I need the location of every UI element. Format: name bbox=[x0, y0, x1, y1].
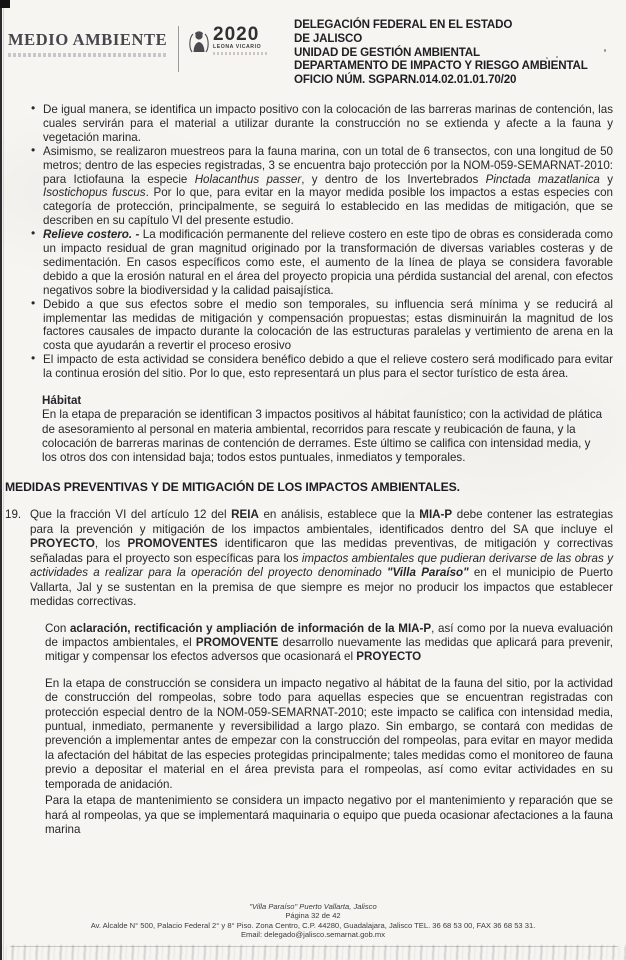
bullet-list bbox=[30, 103, 613, 381]
page-footer bbox=[0, 902, 626, 940]
footer-address-line: Av. Alcalde N° 500, Palacio Federal 2° y 8° Piso. Zona Centro, C.P. 44280, Guadalajara, Jalisco TEL. 36 68 53 00, FAX 36 68 53 31. bbox=[90, 920, 536, 930]
footer-page-number: Página 32 de 42 bbox=[285, 911, 341, 921]
medio-ambiente-logo bbox=[8, 16, 176, 57]
section-heading-medidas: MEDIDAS PREVENTIVAS Y DE MITIGACIÓN DE LOS IMPACTOS AMBIENTALES. bbox=[5, 480, 460, 495]
leona-vicario-icon bbox=[188, 28, 210, 56]
scan-speck bbox=[546, 57, 548, 59]
office-line: DELEGACIÓN FEDERAL EN EL ESTADO bbox=[294, 18, 513, 31]
scan-noise-strip bbox=[0, 945, 626, 960]
logo-subtitle-smudge bbox=[8, 53, 166, 57]
medio-ambiente-wordmark: MEDIO AMBIENTE bbox=[8, 30, 168, 49]
bullet-item: • Asimismo, se realizaron muestreos para la fauna marina, con un total de 6 transectos, con una longitud de 50 metros; dentro de las especies registradas, 3 se encuentra bajo protección por la NOM-059-SEMARNAT-2010: para Ictiofauna la especie Holacanthus passer, y dentro de los Invertebrados Pinctada mazatlanica y Isostichopus fuscus. Por lo que, para evitar en la mayor medida posible los impactos a estas especies con categoría de protección, principalmente, se seguirá lo establecido en las medidas de mitigación, que se describen en su capítulo VI del presente estudio. bbox=[30, 145, 613, 228]
office-address-block bbox=[294, 16, 620, 87]
item-19-paragraph: Que la fracción VI del artículo 12 del REIA en análisis, establece que la MIA-P debe contener las estrategias para la prevención y mitigación de los impactos ambientales, identificados dentro del SA que incluye el PROYECTO, los PROMOVENTES identificaron que las medidas preventivas, de mitigación y correctivas señaladas para el proyecto son específicas para los impactos ambientales que pudieran derivarse de las obras y actividades a realizar para la operación del proyecto denominado "Villa Paraíso" en el municipio de Puerto Vallarta, Jal y se sustentan en la premisa de que siempre es mejor no producir los impactos que establecer medidas correctivas. bbox=[30, 508, 614, 609]
logo-2020-year: 2020 bbox=[213, 24, 260, 45]
scan-left-edge-line bbox=[0, 0, 2, 960]
habitat-section bbox=[42, 394, 606, 465]
paragraph-construccion: En la etapa de construcción se considera un impacto negativo al hábitat de la fauna del sitio, por la actividad de construcción del rompeolas, sobre todo para aquellas especies que se encuentran registradas con protección especial dentro de la NOM-059-SEMARNAT-2010; este impacto se califica con intensidad media, puntual, inmediato, permanente y reversibilidad a largo plazo. Sin embargo, se contará con medidas de prevención a implementar antes de empezar con la construcción del rompeolas, para evitar en mayor medida la afectación del hábitat de las especies protegidas principalmente; tales medidas como el monitoreo de fauna previo a depositar el material en el área prevista para el rompeolas, así como evitar actividades en su temporada de anidación. bbox=[45, 676, 613, 791]
logo-2020-name: LEONA VICARIO bbox=[213, 44, 262, 50]
bullet-item: • Relieve costero. - La modificación permanente del relieve costero en este tipo de obras es considerada como un impacto residual de gran magnitud originado por la transformación de diversas variables costeras y de sedimentación. En casos específicos como este, el aumento de la línea de playa se considera favorable debido a que la erosión natural en el área del proyecto propicia una pérdida sustancial del arenal, con efectos negativos sobre la biodiversidad y la calidad paisajística. bbox=[30, 228, 613, 298]
scan-speck bbox=[604, 49, 606, 52]
document-header bbox=[0, 0, 626, 87]
numbered-item-19 bbox=[5, 508, 613, 610]
bullet-item: • De igual manera, se identifica un impacto positivo con la colocación de las barreras marinas de contención, las cuales servirán para el material a utilizar durante la construcción no se extienda y afecte a la fauna y vegetación marina. bbox=[30, 103, 613, 145]
office-line: DEPARTAMENTO DE IMPACTO Y RIESGO AMBIENTAL bbox=[294, 59, 588, 73]
footer-project-line: "Villa Paraíso" Puerto Vallarta, Jalisco bbox=[249, 901, 377, 911]
scan-corner-artifact bbox=[0, 0, 10, 8]
habitat-heading: Hábitat bbox=[42, 394, 82, 408]
paragraph-mantenimiento: Para la etapa de mantenimiento se considera un impacto negativo por el mantenimiento y reparación que se hará al rompeolas, ya que se implementará maquinaria o equipo que pueda ocasionar afectaciones a la fauna marina bbox=[45, 794, 613, 836]
bullet-item: • Debido a que sus efectos sobre el medio son temporales, su influencia será mínima y se reducirá al implementar las medidas de mitigación y compensación propuestas; estas disminuirán la magnitud de los factores causales de impacto durante la colocación de las estructuras paralelas y vertimiento de arena en la costa que ayudarán a revertir el proceso erosivo bbox=[30, 298, 613, 354]
logo-2020-smudge bbox=[213, 52, 267, 55]
paragraph-aclaracion: Con aclaración, rectificación y ampliación de información de la MIA-P, así como por la nueva evaluación de impactos ambientales, el PROMOVENTE desarrollo nuevamente las medidas que aplicará para prevenir, mitigar y compensar los efectos adversos que ocasionará el PROYECTO bbox=[45, 621, 614, 664]
bullet-item: • El impacto de esta actividad se considera benéfico debido a que el relieve costero será modificado para evitar la continua erosión del sitio. Por lo que, esto representará un plus para el sector turístico de esta área. bbox=[30, 353, 613, 381]
habitat-paragraph: En la etapa de preparación se identifican 3 impactos positivos al hábitat faunístico; con la actividad de plática de asesoramiento al personal en materia ambiental, recorridos para rescate y reubicación de fauna, y la colocación de barreras marinas de contención de derrames. Este último se califica con intensidad media, y los otros dos con intensidad baja; todos estos puntuales, inmediatos y temporales. bbox=[42, 408, 603, 464]
scan-left-edge-shadow bbox=[3, 0, 4, 960]
item-number: 19. bbox=[5, 508, 22, 522]
logo-2020-text bbox=[213, 26, 267, 55]
office-line-oficio-number: OFICIO NÚM. SGPARN.014.02.01.01.70/20 bbox=[294, 73, 517, 87]
scan-speck bbox=[556, 56, 558, 58]
office-line: DE JALISCO bbox=[294, 31, 363, 45]
header-divider bbox=[178, 26, 179, 72]
office-line: UNIDAD DE GESTIÓN AMBIENTAL bbox=[294, 45, 480, 59]
footer-email-line: Email: delegado@jalisco.semarnat.gob.mx bbox=[240, 930, 386, 940]
logo-2020 bbox=[188, 16, 292, 56]
